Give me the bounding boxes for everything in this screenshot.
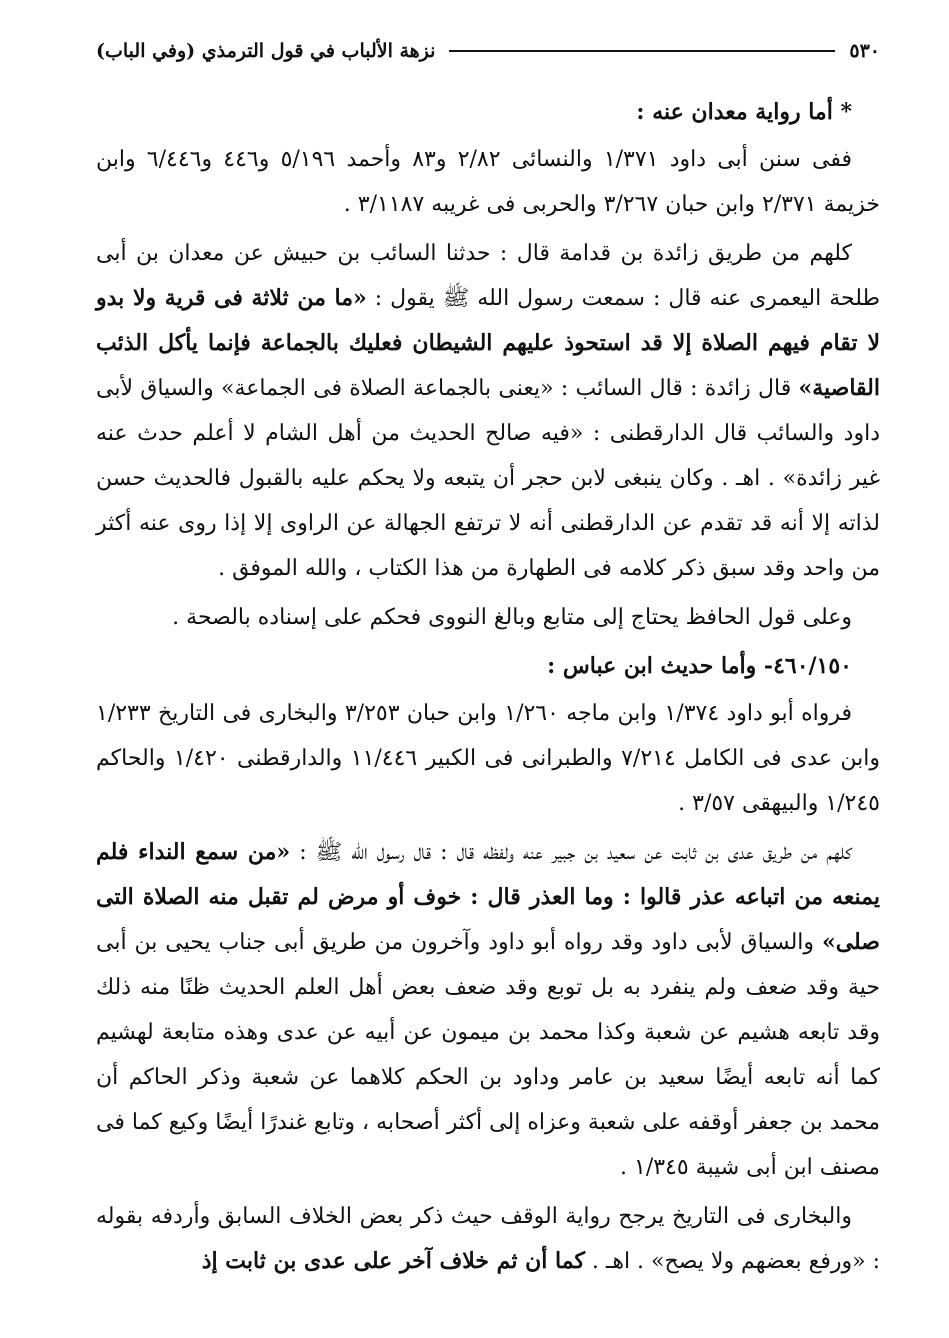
paragraph-sources-madan: ففى سنن أبى داود ١/٣٧١ والنسائى ٢/٨٢ و٨٣ وأحمد ٥/١٩٦ و٤٤٦ و٦/٤٤٦ وابن خزيمة ٢/٣٧١ وابن حبان ٣/٢٦٧ والحربى فى غريبه ٣/١١٨٧ .	[96, 147, 880, 217]
paragraph-bold-text: كما أن ثم خلاف آخر على عدى بن ثابت إذ	[201, 1248, 585, 1274]
paragraph-text: والبخارى فى التاريخ يرجح رواية الوقف حيث ذكر بعض الخلاف السابق وأردفه بقوله : «ورفع بعضهم ولا يصح» . اهـ .	[96, 1204, 880, 1274]
hadith-text: «من سمع النداء فلم يمنعه من اتباعه عذر قالوا : وما العذر قال : خوف أو مرض لم تقبل منه الصلاة التى صلى»	[96, 839, 880, 955]
paragraph-sources-ibn-abbas: فرواه أبو داود ١/٣٧٤ وابن ماجه ١/٢٦٠ وابن حبان ٣/٢٥٣ والبخارى فى التاريخ ١/٢٣٣ وابن عدى فى الكامل ٧/٢١٤ والطبرانى فى الكبير ١١/٤٤٦ والدارقطنى ١/٤٢٠ والحاكم ١/٢٤٥ والبيهقى ٣/٥٧ .	[96, 701, 881, 816]
page-header	[96, 30, 880, 72]
paragraph-bukhari-tarikh	[96, 1194, 880, 1284]
paragraph-text: كلهم من طريق عدى بن ثابت عن سعيد بن جبير عنه ولفظه قال : قال رسول الله ﷺ :	[290, 840, 852, 865]
paragraph-text: والسياق لأبى داود وقد رواه أبو داود وآخرون من طريق أبى جناب يحيى بن أبى حية وقد ضعف ولم ينفرد به بل توبع وقد ضعف بعض أهل العلم الحديث ظنًا منه ذلك وقد تابعه هشيم عن شعبة وكذا محمد بن ميمون عن أبيه عن عدى وهذه متابعة لهشيم كما أنه تابعه أيضًا سعيد بن عامر وداود بن الحكم كلاهما عن شعبة وذكر الحاكم أن محمد بن جعفر أوقفه على شعبة وعزاه إلى أكثر أصحابه ، وتابع غندرًا أيضًا وكيع كما فى مصنف ابن أبى شيبة ١/٣٤٥ .	[96, 930, 880, 1180]
page-body	[96, 90, 880, 1284]
header-rule	[449, 50, 835, 52]
paragraph-chain-ibn-abbas	[96, 830, 880, 1190]
paragraph-hafiz-comment: وعلى قول الحافظ يحتاج إلى متابع وبالغ النووى فحكم على إسناده بالصحة .	[172, 605, 852, 630]
paragraph-text: كلهم من طريق زائدة بن قدامة قال : حدثنا السائب بن حبيش عن معدان بن أبى طلحة اليعمرى عنه قال : سمعت رسول الله ﷺ يقول :	[96, 241, 880, 311]
hadith-text: «ما من ثلاثة فى قرية ولا بدو لا تقام فيهم الصلاة إلا قد استحوذ عليهم الشيطان فعليك بالجماعة فإنما يأكل الذئب القاصية»	[96, 285, 880, 401]
book-page	[96, 30, 880, 1288]
section-heading-madan: * أما رواية معدان عنه :	[636, 99, 852, 125]
page-number: ٥٣٠	[849, 40, 880, 62]
paragraph-chain-madan	[96, 231, 880, 591]
section-heading-ibn-abbas: ٤٦٠/١٥٠- وأما حديث ابن عباس :	[547, 653, 852, 679]
running-title: نزهة الألباب في قول الترمذي (وفي الباب)	[96, 40, 436, 62]
paragraph-text: قال زائدة : قال السائب : «يعنى بالجماعة الصلاة فى الجماعة» والسياق لأبى داود والسائب قال الدارقطنى : «فيه صالح الحديث من أهل الشام لا أعلم حدث عنه غير زائدة» . اهـ . وكان ينبغى لابن حجر أن يتبعه ولا يحكم عليه بالقبول فالحديث حسن لذاته إلا أنه قد تقدم عن الدارقطنى أنه لا ترتفع الجهالة عن الراوى إلا إذا روى عنه أكثر من واحد وقد سبق ذكر كلامه فى الطهارة من هذا الكتاب ، والله الموفق .	[96, 376, 880, 581]
